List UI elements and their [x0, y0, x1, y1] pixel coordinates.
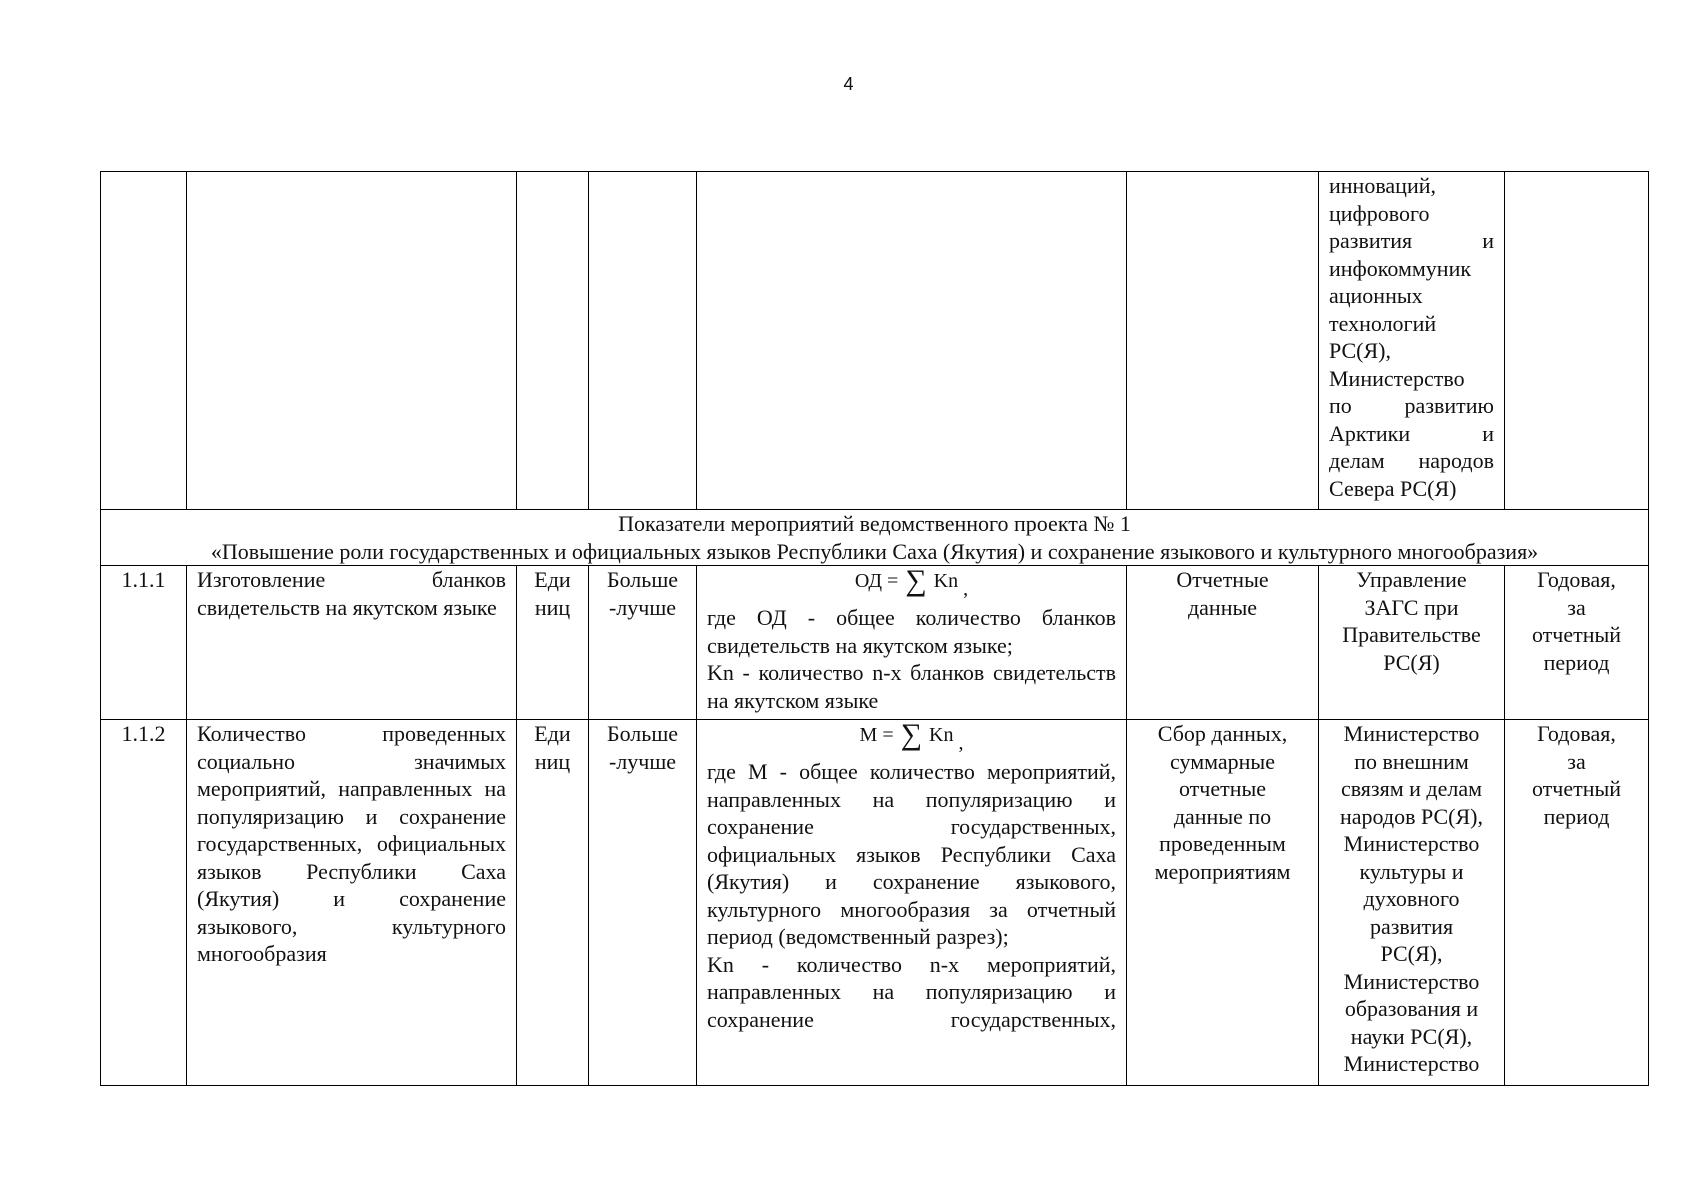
text-line: Управление [1356, 567, 1467, 592]
cell-empty [101, 172, 187, 510]
text-line: связям и делам [1340, 776, 1483, 801]
cell-formula [697, 720, 1127, 1086]
formula-eq: = [886, 570, 899, 592]
formula-comma: , [958, 732, 964, 754]
formula-lhs: ОД [854, 570, 882, 592]
cell-empty [697, 172, 1127, 510]
text-line: науки РС(Я), [1350, 1023, 1473, 1049]
formula-description: где М - общее количество мероприятий, направленных на популяризацию и сохранение государственных, официальных языков Республики Саха (Якутия) и сохранение языкового, культурного многообразия за отчетный период (ведомственный разрез); [707, 759, 1116, 949]
formula-eq: = [882, 724, 894, 746]
table-row [101, 566, 1649, 720]
cell-unit [517, 566, 589, 720]
section-header [101, 510, 1649, 566]
text-line: Годовая, [1537, 567, 1616, 592]
text-line: культуры и [1359, 858, 1464, 884]
cell-unit [517, 720, 589, 1086]
cell-number: 1.1.2 [101, 720, 187, 1086]
cell-direction [589, 720, 697, 1086]
text-line: инфокоммуник [1329, 255, 1472, 281]
cell-responsible [1319, 566, 1505, 720]
cell-direction [589, 566, 697, 720]
cell-empty [589, 172, 697, 510]
text-line: Министерство [1329, 365, 1465, 391]
text-line: Еди [534, 567, 571, 592]
formula-rhs: Kn [933, 570, 959, 592]
text-line: Больше [606, 567, 679, 592]
text-line: мероприятиям [1154, 858, 1291, 884]
text-line: Арктики и [1329, 420, 1494, 446]
text-line: технологий [1329, 310, 1437, 336]
text-line: Министерство [1343, 831, 1480, 856]
formula-description: где ОД - общее количество бланков свидетельств на якутском языке; [707, 605, 1116, 658]
text-line: Правительстве [1342, 622, 1481, 647]
text-line: за [1567, 594, 1586, 620]
text-line: развития и [1329, 228, 1494, 253]
text-line: за [1567, 748, 1586, 774]
cell-source [1127, 566, 1319, 720]
text-line: Годовая, [1537, 721, 1616, 746]
text-line: по внешним [1354, 748, 1469, 774]
text-line: ационных [1329, 283, 1423, 308]
text-line: РС(Я) [1383, 649, 1440, 675]
text-line: РС(Я), [1329, 338, 1392, 363]
text-line: по развитию [1329, 393, 1494, 418]
sigma-icon: ∑ [905, 564, 927, 597]
text-line: Сбор данных, [1157, 721, 1288, 746]
cell-indicator-name: Количество проведенных социально значимых мероприятий, направленных на популяризацию и сохранение государственных, официальных языков Республики Саха (Якутия) и сохранение языкового, культурного многообразия [187, 720, 517, 1086]
text-line: Министерство [1343, 968, 1480, 994]
text-line: Министерство [1343, 721, 1480, 746]
text-line: Еди [534, 721, 571, 746]
table-row [101, 720, 1649, 1086]
text-line: суммарные [1170, 748, 1275, 774]
cell-empty [1127, 172, 1319, 510]
formula-rhs: Kn [929, 724, 954, 746]
text-line: ниц [534, 748, 571, 774]
formula-lhs: М [859, 724, 878, 746]
text-line: инноваций, [1329, 173, 1437, 198]
formula-description: Kn - количество n-х мероприятий, направленных на популяризацию и сохранение государственных, [707, 951, 1116, 1032]
text-line: Министерство [1343, 1051, 1480, 1076]
cell-formula [697, 566, 1127, 720]
text-line: период [1543, 803, 1610, 829]
text-line: духовного [1363, 886, 1460, 911]
text-line: Отчетные [1176, 567, 1269, 592]
text-line: -лучше [608, 748, 677, 774]
text-line: проведенным [1159, 831, 1286, 856]
continuation-row [101, 172, 1649, 510]
text-line: Севера РС(Я) [1329, 475, 1457, 501]
section-subtitle: «Повышение роли государственных и официальных языков Республики Саха (Якутия) и сохранение языкового и культурного многообразия» [210, 538, 1539, 564]
text-line: отчетный [1531, 776, 1622, 801]
text-line: данные по [1173, 803, 1272, 829]
text-line: цифрового [1329, 200, 1430, 226]
formula-description: Kn - количество n-х бланков свидетельств на якутском языке [707, 660, 1116, 713]
text-line: ниц [534, 594, 571, 620]
indicators-table [100, 171, 1649, 1086]
text-line: период [1543, 649, 1610, 675]
cell-responsible [1319, 720, 1505, 1086]
text-line: данные [1187, 594, 1258, 620]
cell-source [1127, 720, 1319, 1086]
text-line: отчетные [1178, 776, 1267, 801]
text-line: Больше [606, 721, 679, 746]
cell-empty [517, 172, 589, 510]
formula-comma: , [963, 578, 969, 600]
cell-indicator-name: Изготовление бланков свидетельств на якутском языке [187, 566, 517, 720]
formula [707, 566, 1116, 604]
section-title: Показатели мероприятий ведомственного проекта № 1 [618, 511, 1131, 536]
text-line: -лучше [608, 594, 677, 620]
text-line: делам народов [1329, 448, 1494, 473]
cell-period [1505, 720, 1649, 1086]
page-number: 4 [843, 74, 854, 94]
cell-empty [1505, 172, 1649, 510]
cell-responsible [1319, 172, 1505, 510]
cell-period [1505, 566, 1649, 720]
cell-empty [187, 172, 517, 510]
text-line: ЗАГС при [1364, 594, 1459, 620]
text-line: РС(Я), [1380, 941, 1443, 966]
text-line: развития [1369, 913, 1454, 939]
text-line: отчетный [1531, 622, 1622, 647]
text-line: образования и [1344, 996, 1479, 1021]
section-header-row [101, 510, 1649, 566]
text-line: народов РС(Я), [1340, 803, 1483, 829]
cell-number: 1.1.1 [101, 566, 187, 720]
sigma-icon: ∑ [900, 718, 922, 751]
formula [707, 720, 1116, 758]
